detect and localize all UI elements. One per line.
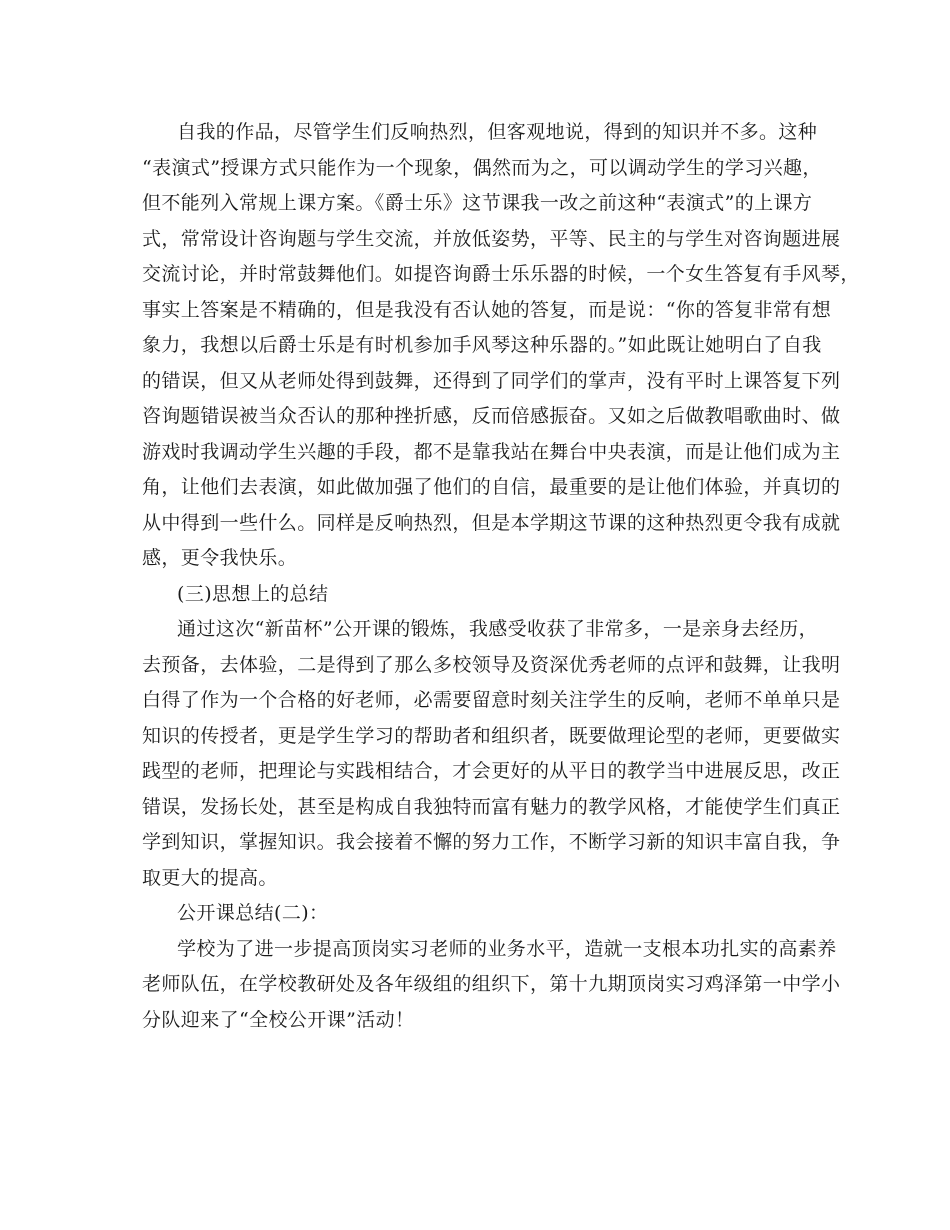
paragraph-line: 践型的老师，把理论与实践相结合，才会更好的从平日的教学当中进展反思，改正 — [142, 760, 841, 782]
paragraph-line: 白得了作为一个合格的好老师，必需要留意时刻关注学生的反响，老师不单单只是 — [142, 689, 841, 711]
paragraph-line: 学校为了进一步提高顶岗实习老师的业务水平，造就一支根本功扎实的高素养 — [177, 938, 837, 960]
paragraph-line: 错误，发扬长处，甚至是构成自我独特而富有魅力的教学风格，才能使学生们真正 — [142, 796, 841, 818]
paragraph-line: 的错误，但又从老师处得到鼓舞，还得到了同学们的掌声，没有平时上课答复下列 — [142, 370, 841, 392]
paragraph-line: 但不能列入常规上课方案。《爵士乐》这节课我一改之前这种“表演式”的上课方 — [142, 192, 813, 214]
paragraph-line: 事实上答案是不精确的，但是我没有否认她的答复，而是说：“你的答复非常有想 — [142, 299, 832, 321]
paragraph-line: 学到知识，掌握知识。我会接着不懈的努力工作，不断学习新的知识丰富自我，争 — [142, 831, 841, 853]
paragraph-line: 感，更令我快乐。 — [142, 547, 298, 569]
section-heading: (三)思想上的总结 — [177, 583, 329, 605]
paragraph-line: 取更大的提高。 — [142, 867, 278, 889]
paragraph-line: 游戏时我调动学生兴趣的手段，都不是靠我站在舞台中央表演，而是让他们成为主 — [142, 441, 841, 463]
paragraph-line: 去预备，去体验，二是得到了那么多校领导及资深优秀老师的点评和鼓舞，让我明 — [142, 654, 841, 676]
paragraph-line: 角，让他们去表演，如此做加强了他们的自信，最重要的是让他们体验，并真切的 — [142, 476, 841, 498]
section-heading: 公开课总结(二)： — [177, 902, 329, 924]
paragraph-line: 咨询题错误被当众否认的那种挫折感，反而倍感振奋。又如之后做教唱歌曲时、做 — [142, 405, 841, 427]
paragraph-line: 式，常常设计咨询题与学生交流，并放低姿势，平等、民主的与学生对咨询题进展 — [142, 228, 841, 250]
paragraph-line: 自我的作品，尽管学生们反响热烈，但客观地说，得到的知识并不多。这种 — [177, 121, 818, 143]
paragraph-line: 交流讨论，并时常鼓舞他们。如提咨询爵士乐乐器的时候，一个女生答复有手风琴， — [142, 263, 860, 285]
paragraph-line: 通过这次“新苗杯”公开课的锻炼，我感受收获了非常多，一是亲身去经历， — [177, 618, 819, 640]
paragraph-line: 分队迎来了“全校公开课”活动！ — [142, 1009, 415, 1031]
paragraph-line: 老师队伍，在学校教研处及各年级组的组织下，第十九期顶岗实习鸡泽第一中学小 — [142, 973, 841, 995]
paragraph-line: 从中得到一些什么。同样是反响热烈，但是本学期这节课的这种热烈更令我有成就 — [142, 512, 841, 534]
paragraph-line: 象力，我想以后爵士乐是有时机参加手风琴这种乐器的。”如此既让她明白了自我 — [142, 334, 822, 356]
paragraph-line: 知识的传授者，更是学生学习的帮助者和组织者，既要做理论型的老师，更要做实 — [142, 725, 841, 747]
paragraph-line: “表演式”授课方式只能作为一个现象，偶然而为之，可以调动学生的学习兴趣， — [142, 157, 822, 179]
